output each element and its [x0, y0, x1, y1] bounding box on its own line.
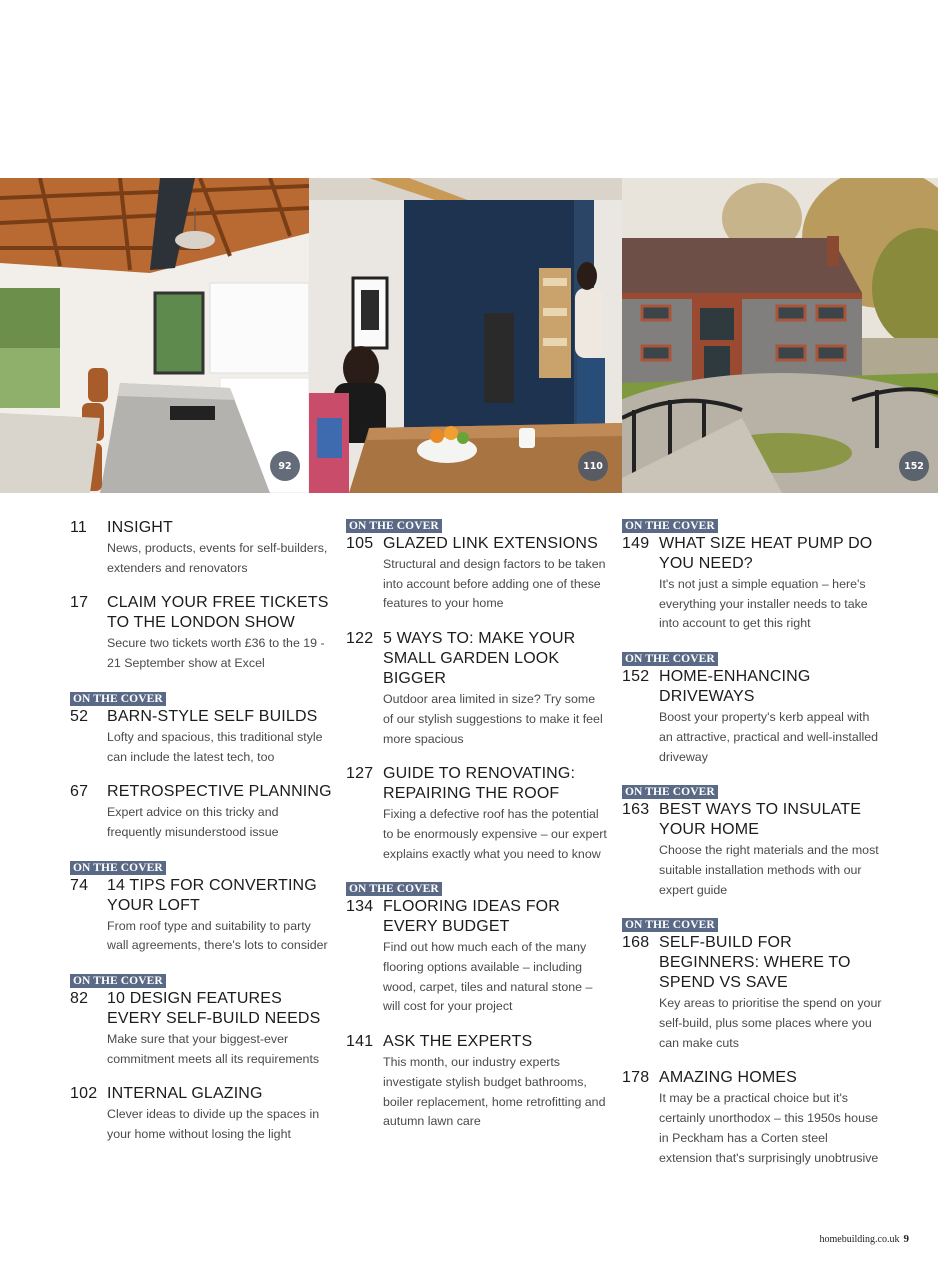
page-number-label: 105 [346, 535, 374, 552]
page-number-label: 149 [622, 535, 650, 552]
entry-description: Lofty and spacious, this traditional style can include the latest tech, too [107, 729, 323, 764]
page-badge[interactable]: 92 [270, 451, 300, 481]
entry-heading [70, 518, 335, 538]
page-number-label: 52 [70, 707, 89, 725]
page-number-label: 122 [346, 630, 374, 648]
page-number-label: 102 [70, 1085, 98, 1103]
contents-entry[interactable] [346, 1032, 608, 1132]
contents-entry[interactable] [622, 1068, 884, 1168]
entry-description: Boost your property's kerb appeal with an attractive, practical and well-installed driveway [659, 710, 879, 764]
contents-column-1 [70, 518, 335, 1160]
page-number-label: 67 [70, 783, 89, 801]
page-number-label: 168 [622, 934, 650, 952]
on-the-cover-tag: ON THE COVER [70, 861, 166, 875]
entry-heading [346, 629, 608, 689]
entry-description: Find out how much each of the many flooring options available – including wood, carpet, tiles and natural stone – will cost for your project [383, 940, 593, 1014]
page-number-label: 74 [70, 876, 89, 894]
entry-description: Outdoor area limited in size? Try some of our stylish suggestions to make it feel more spacious [383, 692, 603, 746]
entry-heading [622, 933, 884, 993]
contents-entry[interactable] [346, 764, 608, 864]
entry-title: AMAZING HOMES [659, 1069, 797, 1087]
contents-entry[interactable] [70, 1084, 335, 1144]
entry-heading [346, 897, 608, 937]
page-number: 9 [903, 1233, 909, 1245]
page-number-label: 141 [346, 1033, 374, 1051]
contents-entry[interactable] [70, 782, 335, 842]
page-number-label: 163 [622, 801, 650, 819]
page-number-label: 11 [70, 519, 88, 536]
contents-entry[interactable] [346, 629, 608, 749]
on-the-cover-tag: ON THE COVER [622, 519, 718, 533]
entry-heading [70, 1084, 335, 1104]
entry-heading [346, 1032, 608, 1052]
contents-entry[interactable] [70, 858, 335, 956]
kitchen-photo [0, 178, 309, 493]
page-badge[interactable]: 110 [578, 451, 608, 481]
entry-description: It may be a practical choice but it's certainly unorthodox – this 1950s house in Peckham has a Corten steel extension that's surprisingly unobtrusive [659, 1091, 879, 1165]
entry-title: BEST WAYS TO INSULATE YOUR HOME [659, 801, 862, 839]
entry-title: WHAT SIZE HEAT PUMP DO YOU NEED? [659, 535, 873, 572]
entry-title: CLAIM YOUR FREE TICKETS TO THE LONDON SHOW [107, 594, 329, 632]
page-number-label: 178 [622, 1069, 650, 1087]
photo-strip [0, 178, 938, 493]
on-the-cover-tag: ON THE COVER [346, 519, 442, 533]
page-number-label: 152 [622, 668, 650, 686]
entry-heading [70, 593, 335, 633]
contents-entry[interactable] [622, 915, 884, 1053]
entry-title: BARN-STYLE SELF BUILDS [107, 707, 318, 725]
page-number-label: 127 [346, 765, 374, 783]
entry-description: Fixing a defective roof has the potential to be enormously expensive – our expert explains exactly what you need to know [383, 807, 607, 861]
entry-description: Choose the right materials and the most suitable installation methods with our expert guide [659, 843, 879, 897]
entry-description: Clever ideas to divide up the spaces in your home without losing the light [107, 1107, 320, 1142]
entry-title: INSIGHT [107, 519, 173, 536]
entry-title: 10 DESIGN FEATURES EVERY SELF-BUILD NEEDS [107, 990, 321, 1028]
site-url[interactable]: homebuilding.co.uk [819, 1234, 900, 1245]
entry-description: It's not just a simple equation – here's everything your installer needs to take into account to get this right [659, 577, 868, 631]
page-number-label: 82 [70, 990, 89, 1008]
on-the-cover-tag: ON THE COVER [622, 918, 718, 932]
entry-description: Expert advice on this tricky and frequently misunderstood issue [107, 805, 279, 839]
contents-column-3 [622, 516, 884, 1183]
entry-heading [346, 534, 608, 554]
entry-title: INTERNAL GLAZING [107, 1085, 263, 1103]
entry-title: FLOORING IDEAS FOR EVERY BUDGET [383, 898, 560, 936]
entry-heading [622, 534, 884, 574]
house-driveway-photo [622, 178, 938, 493]
on-the-cover-tag: ON THE COVER [70, 974, 166, 988]
entry-heading [622, 667, 884, 707]
entry-title: RETROSPECTIVE PLANNING [107, 783, 332, 801]
contents-entry[interactable] [346, 879, 608, 1017]
page-footer [820, 1233, 910, 1245]
entry-heading [622, 800, 884, 840]
contents-entry[interactable] [70, 593, 335, 673]
entry-title: HOME-ENHANCING DRIVEWAYS [659, 668, 811, 706]
entry-heading [346, 764, 608, 804]
entry-title: SELF-BUILD FOR BEGINNERS: WHERE TO SPEND VS SAVE [659, 934, 851, 992]
on-the-cover-tag: ON THE COVER [622, 652, 718, 666]
entry-description: Make sure that your biggest-ever commitment meets all its requirements [107, 1032, 320, 1066]
entry-heading [622, 1068, 884, 1088]
entry-description: Structural and design factors to be taken into account before adding one of these features to your home [383, 557, 606, 611]
entry-description: News, products, events for self-builders, extenders and renovators [107, 541, 328, 575]
entry-description: This month, our industry experts investigate stylish budget bathrooms, boiler replacement, home retrofitting and autumn lawn care [383, 1055, 606, 1129]
entry-title: 14 TIPS FOR CONVERTING YOUR LOFT [107, 876, 317, 914]
page-badge[interactable]: 152 [899, 451, 929, 481]
entry-heading [70, 782, 335, 802]
blue-kitchen-photo [309, 178, 622, 493]
page-number-label: 134 [346, 898, 374, 916]
entry-description: Key areas to prioritise the spend on your self-build, plus some places where you can make cuts [659, 996, 882, 1050]
on-the-cover-tag: ON THE COVER [70, 692, 166, 706]
entry-description: From roof type and suitability to party wall agreements, there's lots to consider [107, 918, 328, 953]
entry-heading [70, 989, 335, 1029]
entry-title: 5 WAYS TO: MAKE YOUR SMALL GARDEN LOOK BIGGER [383, 630, 576, 688]
page-number-label: 17 [70, 594, 89, 612]
on-the-cover-tag: ON THE COVER [346, 882, 442, 896]
on-the-cover-tag: ON THE COVER [622, 785, 718, 799]
contents-column-2 [346, 516, 608, 1147]
entry-heading [70, 707, 335, 727]
contents-entry[interactable] [622, 516, 884, 634]
entry-heading [70, 876, 335, 916]
contents-entry[interactable] [70, 689, 335, 767]
contents-entry[interactable] [346, 516, 608, 614]
contents-entry[interactable] [622, 649, 884, 767]
entry-title: ASK THE EXPERTS [383, 1033, 533, 1051]
entry-title: GLAZED LINK EXTENSIONS [383, 535, 598, 552]
contents-entry[interactable] [70, 971, 335, 1069]
contents-entry[interactable] [622, 782, 884, 900]
entry-title: GUIDE TO RENOVATING: REPAIRING THE ROOF [383, 765, 576, 803]
entry-description: Secure two tickets worth £36 to the 19 - 21 September show at Excel [107, 636, 325, 671]
contents-entry[interactable] [70, 518, 335, 578]
